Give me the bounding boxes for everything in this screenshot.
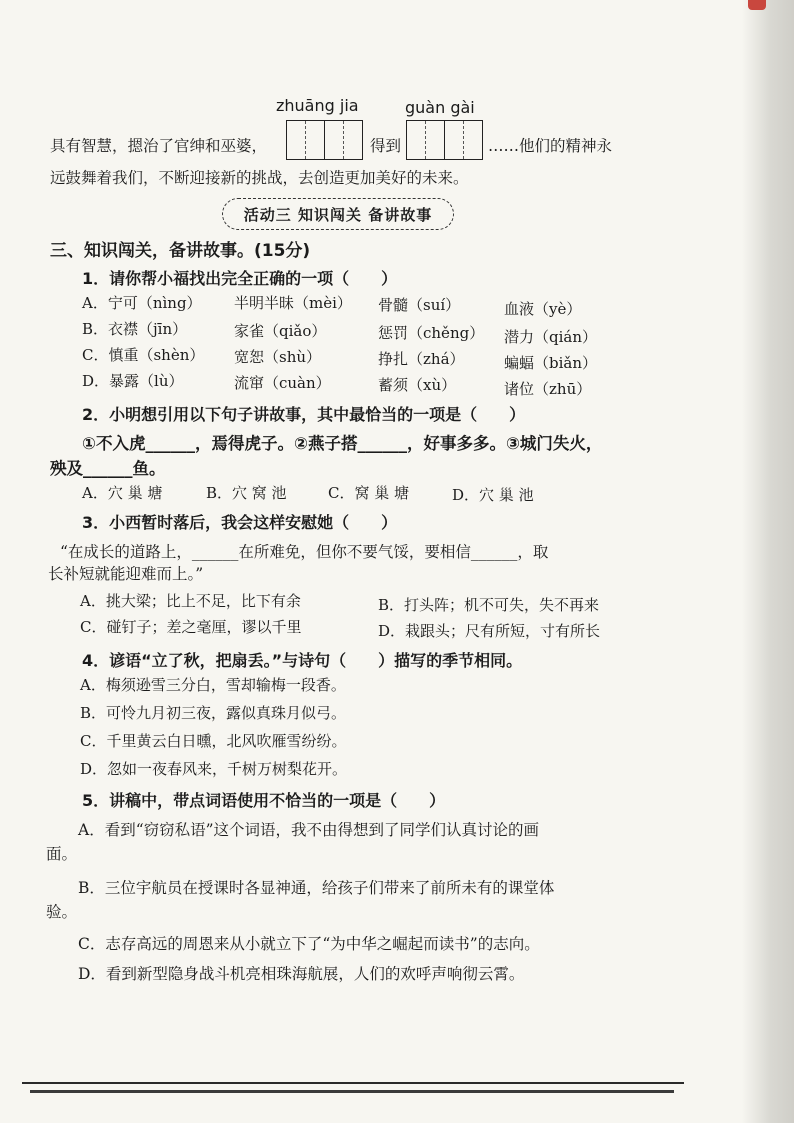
q1-option-b-2: 家雀（qiǎo） (234, 322, 327, 340)
q1-option-d-2: 流窜（cuàn） (234, 374, 331, 392)
q3-option-b: B．打头阵；机不可失，失不再来 (378, 596, 600, 614)
q4-option-b: B．可怜九月初三夜，露似真珠月似弓。 (80, 704, 347, 722)
question-3-stem: 3．小西暂时落后，我会这样安慰她（ ） (82, 513, 398, 532)
q1-option-a-2: 半明半昧（mèi） (234, 294, 352, 312)
q1-option-d-3: 蓄须（xù） (378, 376, 457, 394)
q4-option-a: A．梅须逊雪三分白，雪却输梅一段香。 (80, 676, 346, 694)
activity-banner: 活动三 知识闯关 备讲故事 (222, 198, 454, 230)
corner-tab (748, 0, 766, 10)
q1-option-a-3: 骨髓（suí） (378, 296, 461, 314)
q2-option-d: D．穴 巢 池 (452, 486, 534, 504)
pinyin-answer-box-1[interactable] (286, 120, 363, 160)
q1-option-a-1: A．宁可（nìng） (82, 294, 202, 312)
q1-option-a-4: 血液（yè） (504, 300, 582, 318)
pinyin-answer-box-2[interactable] (406, 120, 483, 160)
q1-option-b-1: B．衣襟（jīn） (82, 320, 188, 338)
q5-option-b-line-1: B．三位宇航员在授课时各显神通，给孩子们带来了前所未有的课堂体 (78, 879, 555, 897)
q2-option-a: A．穴 巢 塘 (82, 484, 163, 502)
question-4-stem: 4．谚语“立了秋，把扇丢。”与诗句（ ）描写的季节相同。 (82, 651, 523, 670)
paragraph-line-2: 远鼓舞着我们，不断迎接新的挑战，去创造更加美好的未来。 (50, 169, 469, 187)
q1-option-d-1: D．暴露（lù） (82, 372, 184, 390)
question-5-stem: 5．讲稿中，带点词语使用不恰当的一项是（ ） (82, 791, 446, 810)
q1-option-c-2: 宽恕（shù） (234, 348, 322, 366)
q1-option-b-4: 潜力（qián） (504, 328, 598, 346)
paragraph-line-1a: 具有智慧，摁治了官绅和巫婆， (50, 137, 268, 155)
q2-sentence-line-2: 殃及______鱼。 (50, 459, 166, 478)
q1-option-c-4: 蝙蝠（biǎn） (504, 354, 598, 372)
q5-option-d: D．看到新型隐身战斗机亮相珠海航展，人们的欢呼声响彻云霄。 (78, 965, 525, 983)
page-bottom-edge-shadow (30, 1090, 674, 1093)
q3-option-d: D．栽跟头；尺有所短，寸有所长 (378, 622, 601, 640)
q5-option-b-line-2: 验。 (46, 903, 78, 921)
paragraph-line-1c: ……他们的精神永 (488, 137, 613, 155)
question-1-stem: 1．请你帮小福找出完全正确的一项（ ） (82, 269, 398, 288)
q3-quote-line-2: 长补短就能迎难而上。” (48, 565, 204, 583)
q4-option-c: C．千里黄云白日曛，北风吹雁雪纷纷。 (80, 732, 347, 750)
q1-option-c-3: 挣扎（zhá） (378, 350, 465, 368)
pinyin-guangai: guàn gài (405, 98, 475, 117)
q1-option-d-4: 诸位（zhū） (504, 380, 592, 398)
q2-option-b: B．穴 窝 池 (206, 484, 287, 502)
page-bottom-edge (22, 1082, 684, 1084)
q1-option-b-3: 惩罚（chěng） (378, 324, 485, 342)
q2-option-c: C．窝 巢 塘 (328, 484, 410, 502)
paragraph-line-1b: 得到 (370, 137, 402, 155)
q3-quote-line-1: “在成长的道路上，______在所难免，但你不要气馁，要相信______，取 (60, 543, 549, 561)
q5-option-a-line-2: 面。 (46, 845, 78, 863)
page-edge-shadow (742, 0, 794, 1123)
q2-sentence-line-1: ①不入虎______，焉得虎子。②燕子搭______，好事多多。③城门失火， (82, 434, 603, 453)
q4-option-d: D．忽如一夜春风来，千树万树梨花开。 (80, 760, 348, 778)
q5-option-a-line-1: A．看到“窃窃私语”这个词语，我不由得想到了同学们认真讨论的画 (78, 821, 540, 839)
q1-option-c-1: C．慎重（shèn） (82, 346, 205, 364)
q3-option-c: C．碰钉子；差之毫厘，谬以千里 (80, 618, 302, 636)
q5-option-c: C．志存高远的周恩来从小就立下了“为中华之崛起而读书”的志向。 (78, 935, 540, 953)
q3-option-a: A．挑大梁；比上不足，比下有余 (80, 592, 301, 610)
pinyin-zhuangjia: zhuāng jia (276, 96, 359, 115)
question-2-stem: 2．小明想引用以下句子讲故事，其中最恰当的一项是（ ） (82, 405, 526, 424)
section-heading: 三、知识闯关，备讲故事。(15分) (50, 241, 311, 261)
